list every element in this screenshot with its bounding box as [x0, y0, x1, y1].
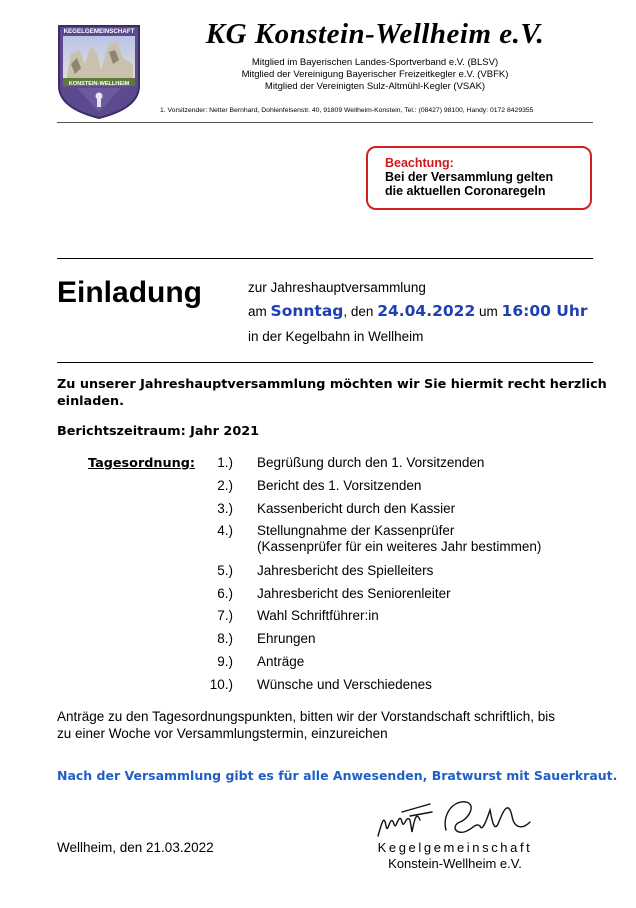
agenda-num-8: 8.) [217, 631, 233, 646]
motions-note-line-1: Anträge zu den Tagesordnungspunkten, bitten wir der Vorstandschaft schriftlich, bis [57, 709, 556, 724]
agenda-item-3: Kassenbericht durch den Kassier [257, 501, 456, 516]
agenda-item-8: Ehrungen [257, 631, 316, 646]
agenda-item-4-sub: (Kassenprüfer für ein weiteres Jahr bestimmen) [257, 539, 542, 554]
invitation-title: Einladung [57, 276, 202, 309]
agenda-label: Tagesordnung: [88, 456, 196, 471]
club-title: KG Konstein-Wellheim e.V. [205, 18, 545, 50]
agenda-num-7: 7.) [217, 608, 233, 623]
agenda-item-4: Stellungnahme der Kassenprüfer [257, 523, 455, 538]
um-word: um [479, 304, 498, 319]
agenda-num-4: 4.) [217, 523, 233, 538]
place-date: Wellheim, den 21.03.2022 [57, 840, 214, 855]
corona-notice-box [366, 146, 592, 210]
agenda-num-5: 5.) [217, 563, 233, 578]
membership-line-1: Mitglied im Bayerischen Landes-Sportverband e.V. (BLSV) [251, 57, 499, 68]
agenda-num-3: 3.) [217, 501, 233, 516]
agenda-num-2: 2.) [217, 478, 233, 493]
closing-remark: Nach der Versammlung gibt es für alle Anwesenden, Bratwurst mit Sauerkraut. [57, 768, 618, 783]
meeting-day: Sonntag [270, 302, 344, 320]
meeting-date: 24.04.2022 [377, 302, 476, 320]
invitation-line-1: zur Jahreshauptversammlung [248, 280, 426, 295]
handwritten-signature [372, 792, 537, 842]
agenda-item-7: Wahl Schriftführer:in [257, 608, 379, 623]
invitation-top-divider [57, 258, 593, 259]
agenda-num-1: 1.) [217, 455, 233, 470]
agenda-item-1: Begrüßung durch den 1. Vorsitzenden [257, 455, 485, 470]
agenda-item-2: Bericht des 1. Vorsitzenden [257, 478, 422, 493]
agenda-num-6: 6.) [217, 586, 233, 601]
am-word: am [248, 304, 267, 319]
motions-note-line-2: zu einer Woche vor Versammlungstermin, einzureichen [57, 726, 388, 741]
invitation-bottom-divider [57, 362, 593, 363]
club-logo [57, 24, 141, 120]
notice-line-2: die aktuellen Coronaregeln [385, 184, 546, 198]
agenda-item-9: Anträge [257, 654, 305, 669]
reporting-period: Berichtszeitraum: Jahr 2021 [57, 424, 260, 439]
meeting-time: 16:00 Uhr [501, 302, 588, 320]
membership-line-3: Mitglied der Vereinigten Sulz-Altmühl-Kegler (VSAK) [264, 81, 486, 92]
signature-org-line-2: Konstein-Wellheim e.V. [388, 856, 522, 871]
agenda-num-9: 9.) [217, 654, 233, 669]
logo-text-top: KEGELGEMEINSCHAFT [63, 28, 135, 35]
agenda-item-5: Jahresbericht des Spielleiters [257, 563, 434, 578]
intro-line-1: Zu unserer Jahreshauptversammlung möchten wir Sie hiermit recht herzlich [57, 377, 607, 392]
header-divider [57, 122, 593, 123]
notice-title: Beachtung: [385, 156, 454, 170]
notice-line-1: Bei der Versammlung gelten [385, 170, 554, 184]
chairman-address: 1. Vorsitzender: Netter Bernhard, Dohlenfelsenstr. 40, 91809 Wellheim-Konstein, Tel.: (08427) 98100, Handy: 0172 8429355 [160, 107, 534, 114]
signature-org-line-1: Kegelgemeinschaft [377, 840, 533, 855]
agenda-item-10: Wünsche und Verschiedenes [257, 677, 432, 692]
agenda-num-10: 10.) [209, 677, 233, 692]
agenda-item-6: Jahresbericht des Seniorenleiter [257, 586, 451, 601]
den-word: , den [343, 304, 374, 319]
logo-text-bottom: KONSTEIN-WELLHEIM [68, 81, 130, 87]
motions-note [57, 708, 597, 742]
membership-line-2: Mitglied der Vereinigung Bayerischer Freizeitkegler e.V. (VBFK) [241, 69, 509, 80]
intro-line-2: einladen. [57, 394, 125, 409]
invitation-line-3: in der Kegelbahn in Wellheim [248, 329, 424, 344]
invitation-line-2 [248, 302, 588, 320]
